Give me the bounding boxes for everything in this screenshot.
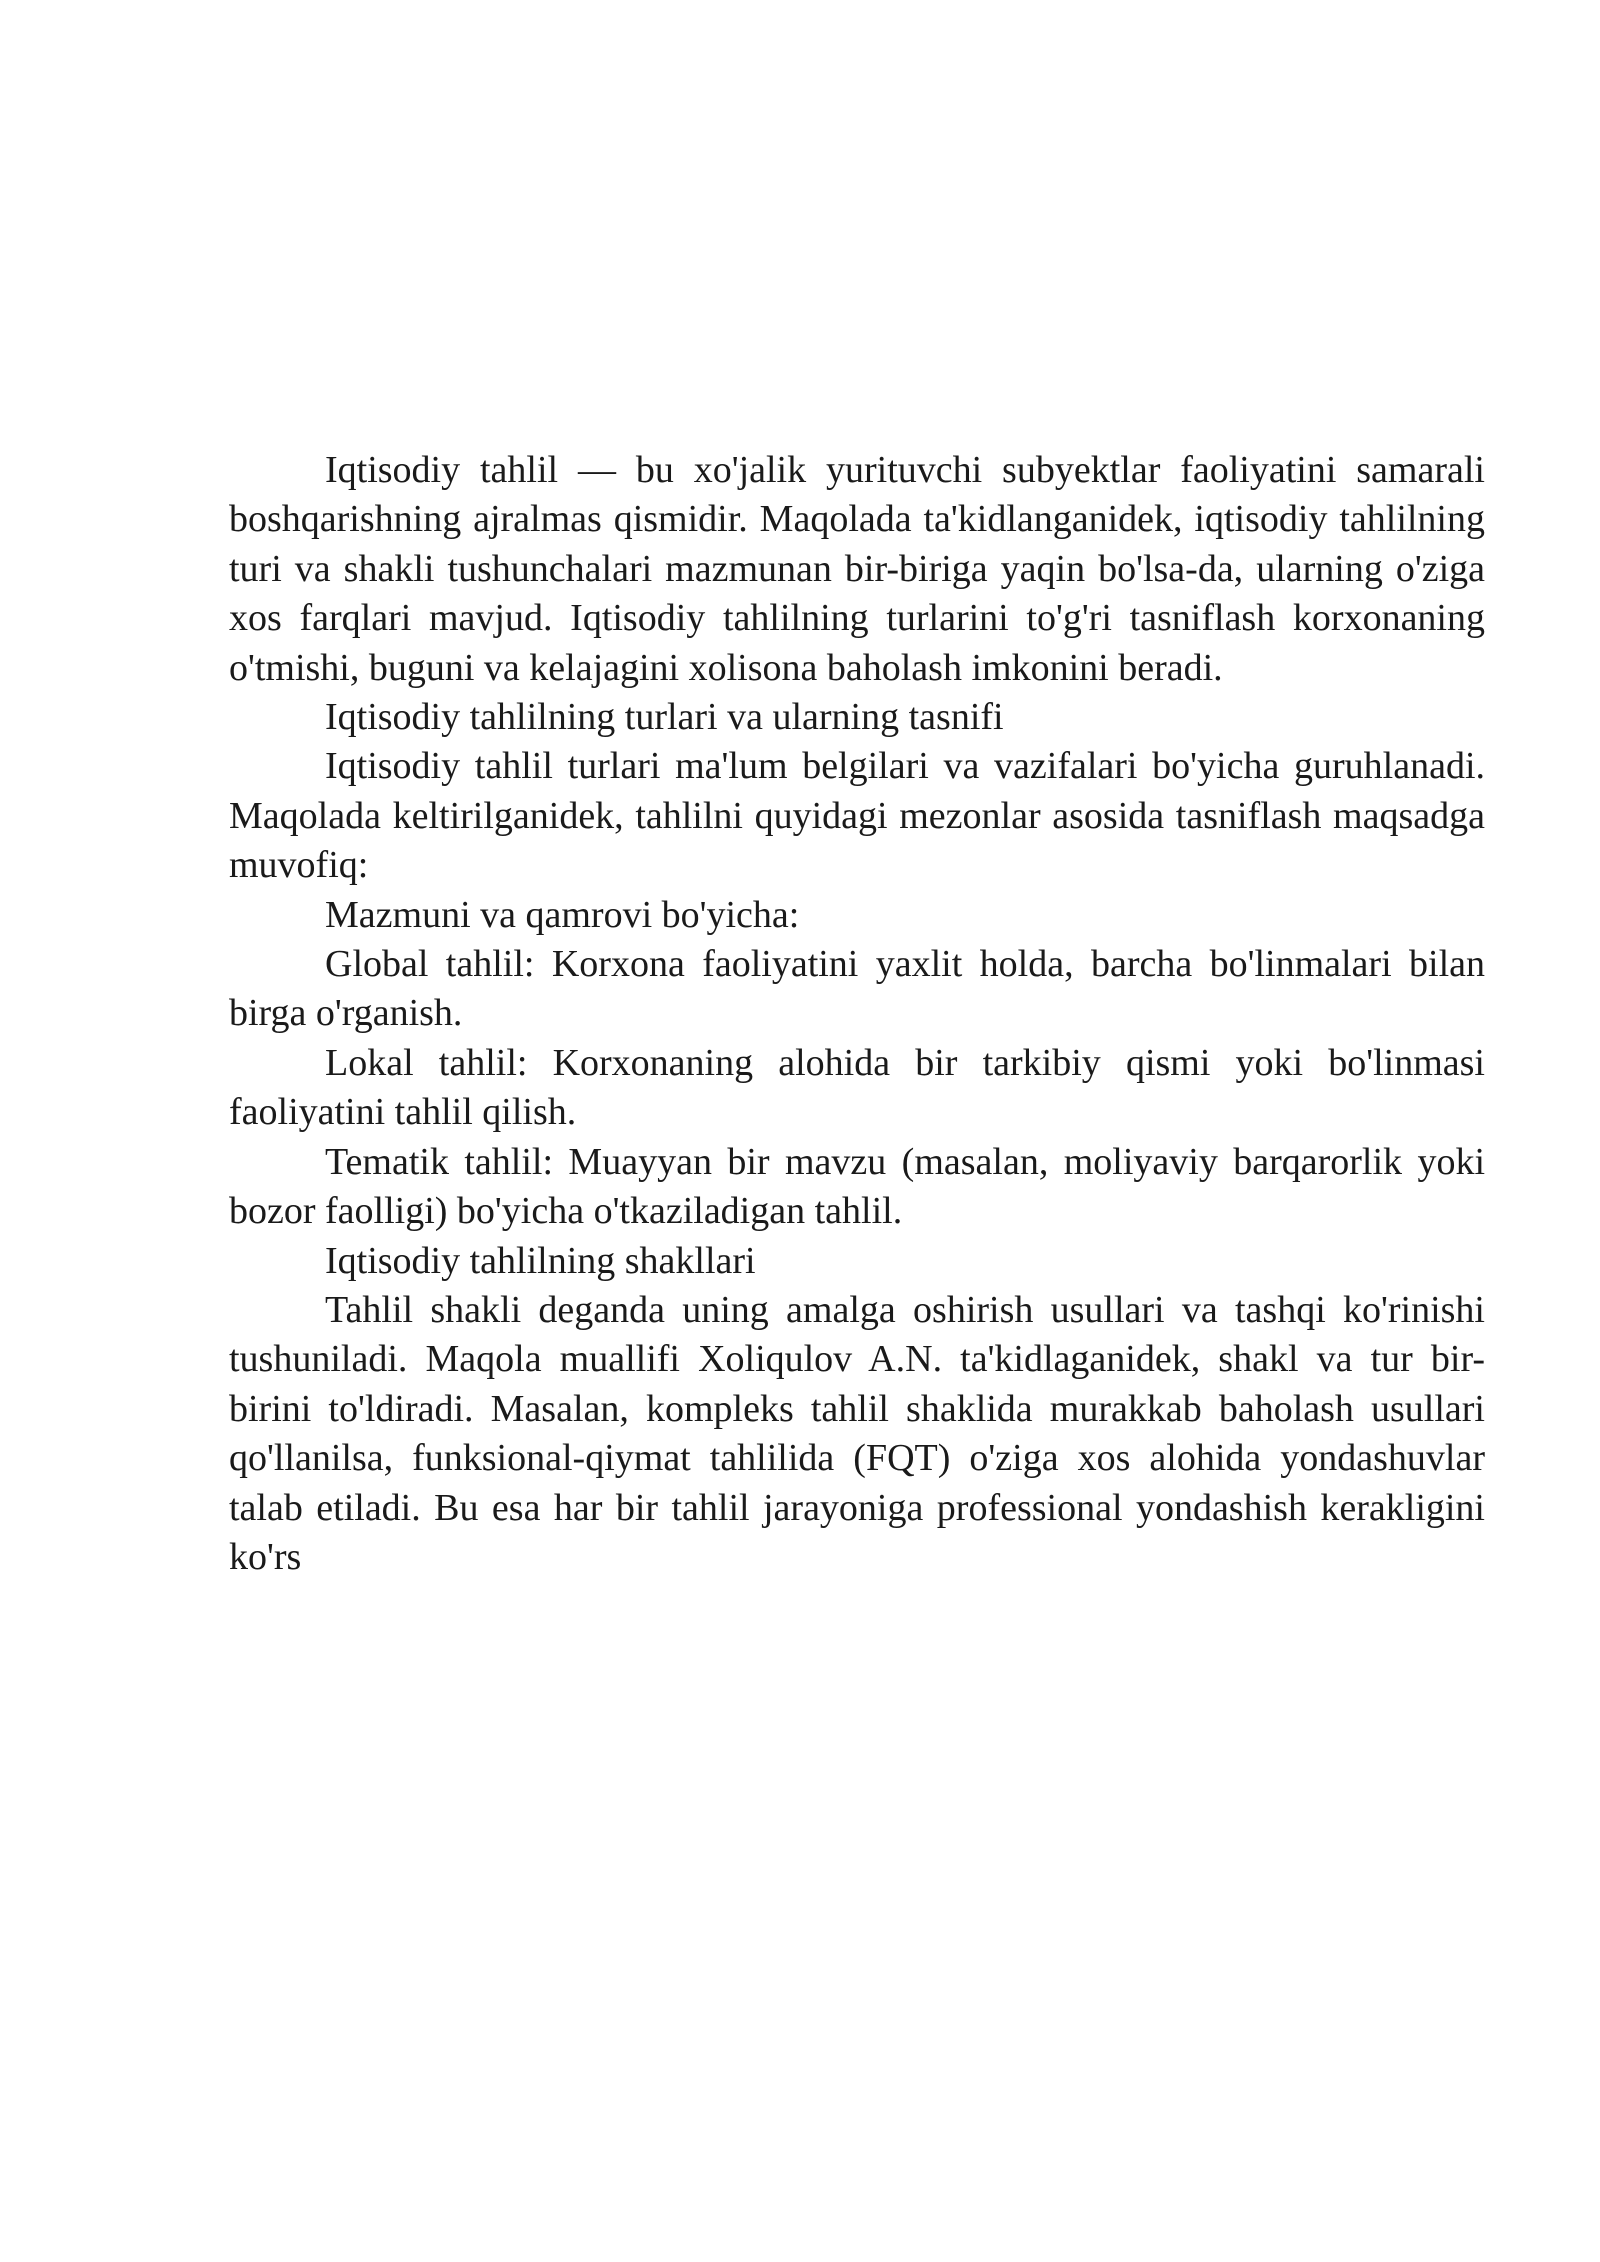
- document-body: [229, 446, 1485, 1582]
- paragraph-forms: Tahlil shakli deganda uning amalga oshirish usullari va tashqi ko'rinishi tushuniladi. Maqola muallifi Xoliqulov A.N. ta'kidlaganidek, shakl va tur bir-birini to'ldiradi. Masalan, kompleks tahlil shaklida murakkab baholash usullari qo'llanilsa, funksional-qiymat tahlilida (FQT) o'ziga xos alohida yondashuvlar talab etiladi. Bu esa har bir tahlil jarayoniga professional yondashish kerakligini ko'rs: [229, 1288, 1485, 1578]
- paragraph-local-analysis: Lokal tahlil: Korxonaning alohida bir tarkibiy qismi yoki bo'linmasi faoliyatini tahlil qilish.: [229, 1041, 1485, 1134]
- subheading-content-scope: Mazmuni va qamrovi bo'yicha:: [325, 893, 800, 936]
- paragraph-types-grouping: Iqtisodiy tahlil turlari ma'lum belgilari va vazifalari bo'yicha guruhlanadi. Maqolada keltirilganidek, tahlilni quyidagi mezonlar asosida tasniflash maqsadga muvofiq:: [229, 745, 1485, 887]
- section-heading-types: Iqtisodiy tahlilning turlari va ularning tasnifi: [325, 696, 1004, 739]
- paragraph-global-analysis: Global tahlil: Korxona faoliyatini yaxlit holda, barcha bo'linmalari bilan birga o'rganish.: [229, 943, 1485, 1035]
- section-heading-forms: Iqtisodiy tahlilning shakllari: [325, 1239, 756, 1282]
- paragraph-thematic-analysis: Tematik tahlil: Muayyan bir mavzu (masalan, moliyaviy barqarorlik yoki bozor faolligi) bo'yicha o'tkaziladigan tahlil.: [229, 1140, 1485, 1233]
- paragraph-intro: Iqtisodiy tahlil — bu xo'jalik yurituvchi subyektlar faoliyatini samarali boshqarishning ajralmas qismidir. Maqolada ta'kidlanganidek, iqtisodiy tahlilning turi va shakli tushunchalari mazmunan bir-biriga yaqin bo'lsa-da, ularning o'ziga xos farqlari mavjud. Iqtisodiy tahlilning turlarini to'g'ri tasniflash korxonaning o'tmishi, buguni va kelajagini xolisona baholash imkonini beradi.: [229, 449, 1485, 689]
